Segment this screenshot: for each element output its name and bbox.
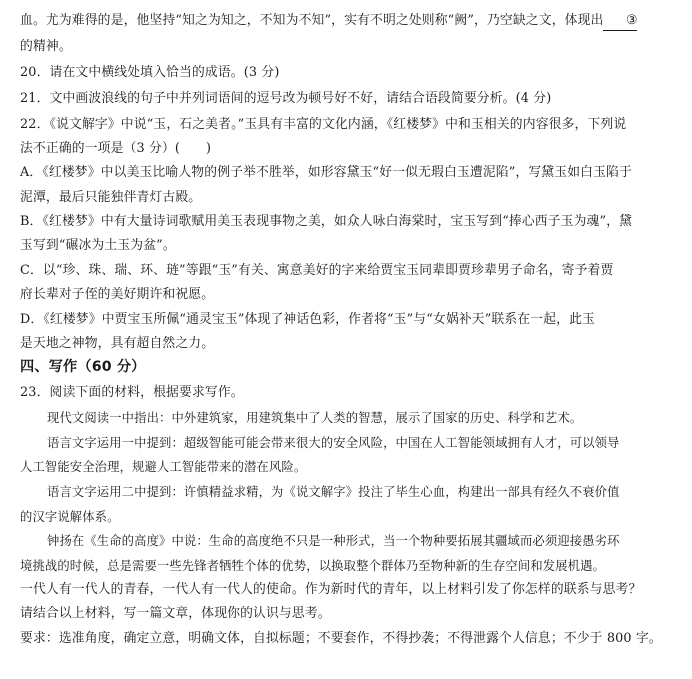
passage-fragment-line (20, 12, 637, 31)
material-4-line1: 钟扬在《生命的高度》中说：生命的高度绝不只是一种形式，当一个物种要拓展其疆域而必须迎接愚劣环 (47, 534, 620, 548)
option-a-line2: 泥潭，最后只能独伴青灯古殿。 (20, 190, 202, 205)
option-c-line1: C．以“珍、珠、瑞、环、琏”等跟“玉”有关、寓意美好的字来给贾宝玉同辈即贾珍辈男子命名，寄予着贾 (20, 263, 614, 278)
prompt-line1: 一代人有一代人的青春，一代人有一代人的使命。作为新时代的青年，以上材料引发了你怎样的联系与思考？ (20, 582, 642, 597)
question-20: 20．请在文中横线处填入恰当的成语。(3 分) (20, 65, 280, 80)
section-4-title: 四、写作（60 分） (20, 359, 146, 375)
option-a-line1: A．《红楼梦》中以美玉比喻人物的例子举不胜举，如形容黛玉“好一似无瑕白玉遭泥陷”，写黛玉如白玉陷于 (20, 165, 632, 180)
option-d-line2: 是天地之神物，具有超自然之力。 (20, 336, 215, 351)
option-b-line2: 玉写到“碾冰为土玉为盆”。 (20, 238, 176, 253)
question-22-line1: 22．《说文解字》中说“玉，石之美者。”玉具有丰富的文化内涵，《红楼梦》中和玉相关的内容很多，下列说 (20, 117, 627, 132)
option-c-line2: 府长辈对子侄的美好期许和祝愿。 (20, 287, 215, 302)
option-b-line1: B．《红楼梦》中有大量诗词歌赋用美玉表现事物之美，如众人咏白海棠时，宝玉写到“捧心西子玉为魂”，黛 (20, 214, 633, 229)
material-1: 现代文阅读一中指出：中外建筑家，用建筑集中了人类的智慧，展示了国家的历史、科学和艺术。 (47, 411, 583, 425)
question-23: 23．阅读下面的材料，根据要求写作。 (20, 385, 244, 400)
blank-3: ③ (603, 12, 637, 31)
material-4-line2: 境挑战的时候，总是需要一些先锋者牺牲个体的优势，以换取整个群体乃至物种新的生存空间和发展机遇。 (20, 559, 606, 573)
passage-fragment-text: 血。尤为难得的是，他坚持“知之为知之，不知为不知”，实有不明之处则称“阙”，乃空缺之文，体现出 (20, 13, 604, 28)
material-3-line1: 语言文字运用二中提到：许慎精益求精，为《说文解字》投注了毕生心血，构建出一部具有经久不衰价值 (47, 485, 620, 499)
question-21: 21．文中画波浪线的句子中并列词语间的逗号改为顿号好不好，请结合语段简要分析。(4 分) (20, 91, 552, 106)
question-22-line2: 法不正确的一项是（3 分）( ) (20, 141, 212, 156)
option-d-line1: D．《红楼梦》中贾宝玉所佩“通灵宝玉”体现了神话色彩，作者将“玉”与“女娲补天”联系在一起，此玉 (20, 312, 595, 327)
material-3-line2: 的汉字说解体系。 (20, 510, 120, 524)
material-2-line1: 语言文字运用一中提到：超级智能可能会带来很大的安全风险，中国在人工智能领域拥有人才，可以领导 (47, 436, 620, 450)
passage-fragment-end: 的精神。 (20, 39, 72, 54)
material-2-line2: 人工智能安全治理，规避人工智能带来的潜在风险。 (20, 460, 307, 474)
writing-requirements: 要求：选准角度，确定立意，明确文体，自拟标题；不要套作，不得抄袭；不得泄露个人信息；不少于 800 字。 (20, 631, 662, 646)
prompt-line2: 请结合以上材料，写一篇文章，体现你的认识与思考。 (20, 606, 331, 621)
